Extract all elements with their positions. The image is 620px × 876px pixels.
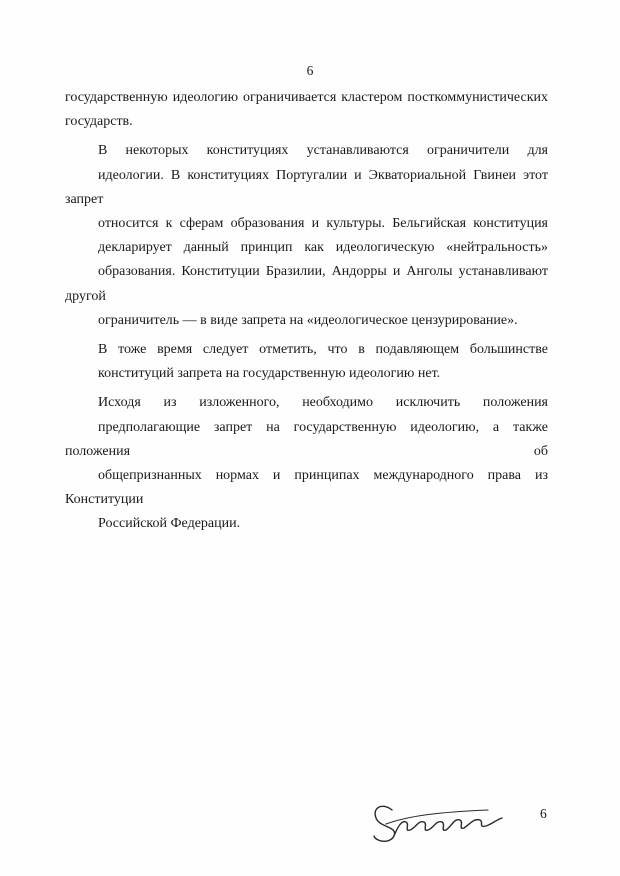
text-line: идеологии. В конституциях Португалии и Экваториальной Гвинеи этот запрет [65, 167, 548, 207]
text-line: государств. [65, 114, 133, 130]
paragraph-conclusion [65, 391, 548, 536]
text-line: предполагающие запрет на государственную идеологию, а также положения об [65, 419, 548, 459]
text-line: декларирует данный принцип как идеологическую «нейтральность» [98, 240, 548, 256]
text-line: конституций запрета на государственную идеологию нет. [98, 366, 441, 382]
text-line: общепризнанных нормах и принципах международного права из Конституции [65, 468, 548, 508]
text-line: В тоже время следует отметить, что в подавляющем большинстве [98, 342, 548, 358]
text-line: Российской Федерации. [98, 516, 241, 532]
page-number-bottom: 6 [540, 806, 547, 821]
handwritten-signature [368, 796, 508, 846]
page-number-top: 6 [306, 63, 314, 78]
text-line: В некоторых конституциях устанавливаются ограничители для [98, 143, 548, 159]
paragraph-continuation [65, 86, 548, 134]
text-line: образования. Конституции Бразилии, Андорры и Анголы устанавливают другой [65, 264, 548, 304]
text-line: ограничитель — в виде запрета на «идеологическое цензурирование». [98, 312, 518, 328]
paragraph-ideology-limits [65, 139, 548, 333]
text-line: относится к сферам образования и культуры. Бельгийская конституция [98, 216, 548, 232]
text-line: Исходя из изложенного, необходимо исключить положения [98, 395, 548, 411]
text-line: государственную идеологию ограничивается кластером посткоммунистических [65, 90, 548, 105]
paragraph-majority [65, 338, 548, 386]
document-body [65, 86, 548, 542]
